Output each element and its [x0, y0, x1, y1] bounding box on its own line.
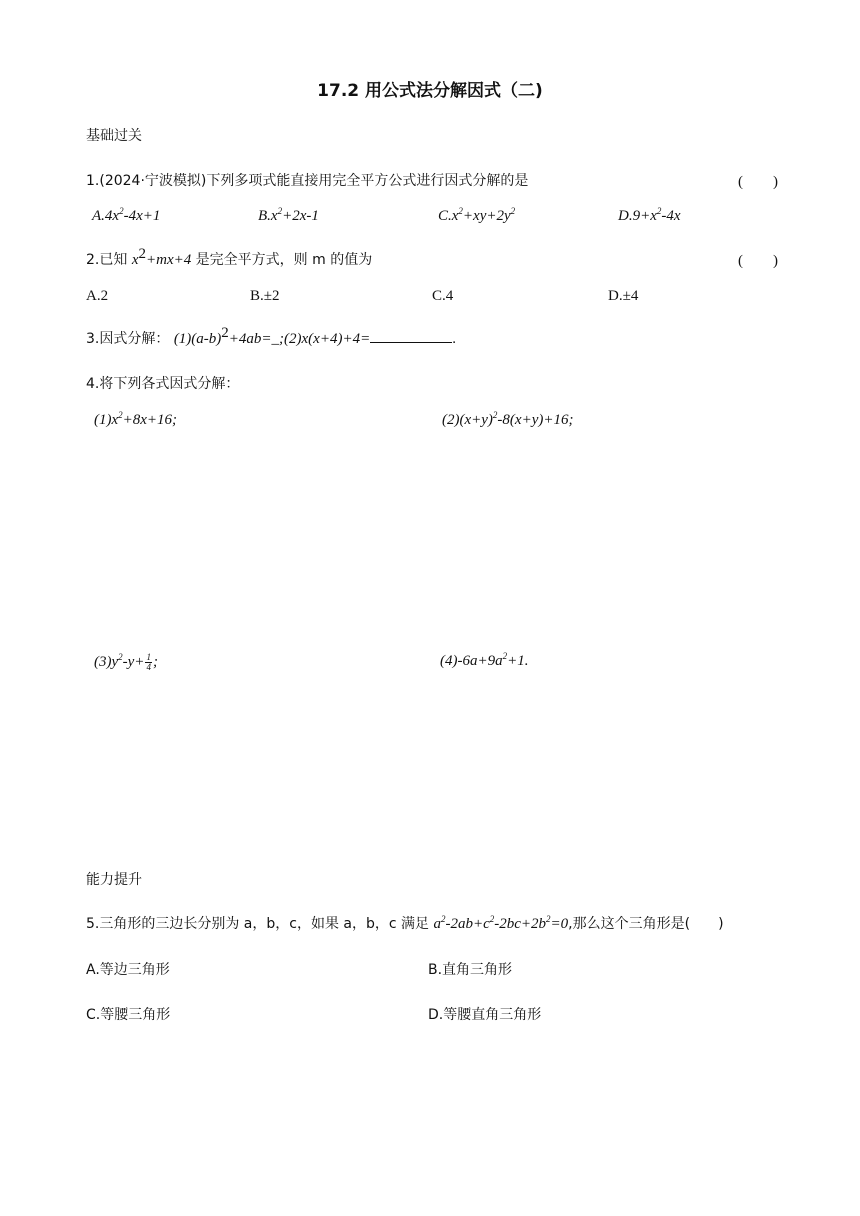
question-2-option-d[interactable]: D.±4 — [608, 288, 639, 304]
question-4-part-2: $(2)(x+y)^2-8(x+y)+16$; — [442, 410, 574, 428]
question-3-part-1: (1)(a-b) — [173, 331, 222, 347]
question-1-option-a[interactable]: $A.4x^2-4x+1$ — [92, 206, 161, 224]
fraction-one-quarter: $\frac{1}{4}$ — [146, 652, 151, 672]
question-3-answer-blank[interactable] — [370, 328, 452, 343]
question-2-option-b[interactable]: B.±2 — [250, 288, 280, 304]
question-5-option-a[interactable]: A.等边三角形 — [86, 962, 170, 978]
question-1-option-c[interactable]: $C.x^2+xy+2y^2$ — [438, 206, 516, 224]
question-5-stem: 5.三角形的三边长分别为 a，b，c，如果 a，b，c 满足 $a^2-2ab+c^2-2bc+2b^2=0$,那么这个三角形是( ) — [86, 914, 724, 932]
question-4-stem: 4.将下列各式因式分解： — [86, 376, 240, 392]
question-2-option-c[interactable]: C.4 — [432, 288, 454, 304]
question-5-option-b[interactable]: B.直角三角形 — [428, 962, 513, 978]
question-4-part-4: $(4)-6a+9a^2+1$. — [440, 651, 529, 669]
section-heading-basic: 基础过关 — [86, 128, 142, 144]
question-3-stem: 3.因式分解： $(1)(a-b)^2+4ab=\_;(2)x(x+4)+4=$ . — [86, 325, 456, 347]
page-title: 17.2 用公式法分解因式（二) — [317, 81, 543, 101]
section-heading-advanced: 能力提升 — [86, 872, 142, 888]
question-1-option-b[interactable]: $B.x^2+2x-1$ — [258, 206, 319, 224]
question-2-answer-paren: ( ) — [738, 253, 778, 269]
question-1-option-d[interactable]: $D.9+x^2-4x$ — [618, 206, 681, 224]
question-4-part-1: $(1)x^2+8x+16$; — [94, 410, 178, 428]
question-1-stem: 1.(2024·宁波模拟)下列多项式能直接用完全平方公式进行因式分解的是 — [86, 173, 529, 189]
question-5-option-d[interactable]: D.等腰直角三角形 — [428, 1007, 542, 1023]
question-5-equation: $a^2-2ab+c^2-2bc+2b^2=0$ — [433, 914, 569, 932]
question-4-part-3: $(3)y^2-y+$ $\frac{1}{4}$ ; — [94, 651, 158, 672]
question-5-option-c[interactable]: C.等腰三角形 — [86, 1007, 171, 1023]
question-1-answer-paren: ( ) — [738, 174, 778, 190]
question-2-stem: 2.已知 $x^2+mx+4$ 是完全平方式，则 m 的值为 — [86, 246, 373, 268]
question-2-option-a[interactable]: A.2 — [86, 288, 109, 304]
